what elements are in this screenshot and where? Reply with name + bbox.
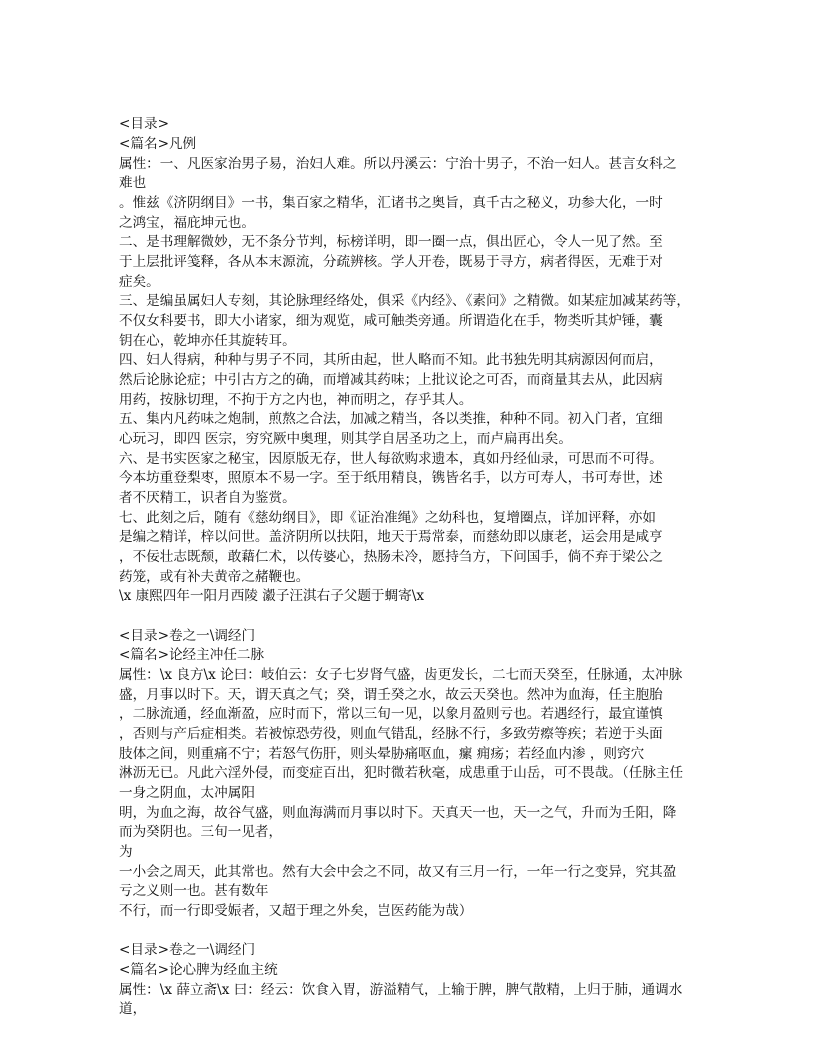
text-line: 难也 bbox=[119, 175, 147, 191]
text-line: 于上层批评笺释，各从本末源流，分疏辨核。学人开卷，既易于寻方，病者得医，无难于对 bbox=[119, 254, 663, 270]
text-line: 一身之阴血，太冲属阳 bbox=[119, 785, 255, 801]
text-line: <篇名>论心脾为经血主统 bbox=[119, 962, 278, 978]
text-line: 明，为血之海，故谷气盛，则血海满而月事以时下。天真天一也，天一之气，升而为壬阳，降 bbox=[119, 805, 677, 821]
text-line: 不行，而一行即受娠者，又超于理之外矣，岂医药能为哉） bbox=[119, 903, 473, 919]
text-line: 心玩习，即四 医宗，穷究厥中奥理，则其学自居圣功之上，而卢扁再出矣。 bbox=[119, 431, 572, 447]
text-line: 症矣。 bbox=[119, 274, 160, 290]
text-line: ，二脉流通，经血渐盈，应时而下，常以三旬一见，以象月盈则亏也。若遇经行，最宜谨慎 bbox=[119, 706, 663, 722]
text-line: 一小会之周天，此其常也。然有大会中会之不同，故又有三月一行，一年一行之变异，究其盈 bbox=[119, 864, 677, 880]
text-line: 六、是书实医家之秘宝，因原版无存，世人每欲购求遗本，真如丹经仙录，可思而不可得。 bbox=[119, 451, 663, 467]
text-line: 亏之义则一也。甚有数年 bbox=[119, 883, 269, 899]
text-line: <目录>卷之一\调经门 bbox=[119, 942, 256, 958]
text-line: 用药，按脉切理，不拘于方之内也，神而明之，存乎其人。 bbox=[119, 392, 473, 408]
text-line: 属性：\x 薛立斋\x 曰：经云：饮食入胃，游溢精气，上输于脾，脾气散精，上归于肺，通调水 bbox=[119, 982, 683, 998]
text-line: 七、此刻之后，随有《慈幼纲目》，即《证治准绳》之幼科也，复增圈点，详加评释，亦如 bbox=[119, 510, 656, 526]
text-line: 肢体之间，则重痛不宁；若怒气伤肝，则头晕胁痛呕血，瘰 痈疡；若经血内渗 ，则窍穴 bbox=[119, 746, 645, 762]
text-line: 属性：一、凡医家治男子易，治妇人难。所以丹溪云：宁治十男子，不治一妇人。甚言女科之 bbox=[119, 156, 677, 172]
text-line: <篇名>凡例 bbox=[119, 136, 197, 152]
text-line: 属性：\x 良方\x 论曰：岐伯云：女子七岁肾气盛，齿更发长，二七而天癸至，任脉通，太冲脉 bbox=[119, 667, 683, 683]
text-line: 者不厌精工，识者自为鉴赏。 bbox=[119, 490, 296, 506]
text-line: 二、是书理解微妙，无不条分节判，标榜详明，即一圈一点，俱出匠心，令人一见了然。至 bbox=[119, 234, 663, 250]
text-line: ，不佞壮志既颓，敢藉仁术，以传婆心，热肠未冷，愿持刍方，下问国手，倘不弃于梁公之 bbox=[119, 549, 663, 565]
text-line: 今本坊重登梨枣，照原本不易一字。至于纸用精良，镌皆名手，以方可寿人，书可寿世，述 bbox=[119, 470, 663, 486]
text-line: 五、集内凡药味之炮制，煎熬之合法，加减之精当，各以类推，种种不同。初入门者，宜细 bbox=[119, 411, 663, 427]
text-line: 之鸿宝，福庇坤元也。 bbox=[119, 215, 255, 231]
text-line: ，否则与产后症相类。若被惊恐劳役，则血气错乱，经脉不行，多致劳瘵等疾；若逆于头面 bbox=[119, 726, 663, 742]
text-line: <目录> bbox=[119, 116, 169, 132]
text-line: 然后论脉论症；中引古方之的确，而增减其药味；上批议论之可否，而商量其去从，此因病 bbox=[119, 372, 663, 388]
text-line: 三、是编虽属妇人专刻，其论脉理经络处，俱采《内经》、《素问》之精微。如某症加减某药等， bbox=[119, 293, 690, 309]
text-line: 四、妇人得病，种种与男子不同，其所由起，世人略而不知。此书独先明其病源因何而启， bbox=[119, 352, 663, 368]
text-line: 道， bbox=[119, 1001, 147, 1017]
text-line: 盛，月事以时下。天，谓天真之气；癸，谓壬癸之水，故云天癸也。然冲为血海，任主胞胎 bbox=[119, 687, 663, 703]
text-line: \x 康熙四年一阳月西陵 瀫子汪淇右子父题于蜩寄\x bbox=[119, 588, 425, 604]
text-line: 而为癸阴也。三旬一见者， bbox=[119, 824, 283, 840]
text-line: 不仅女科要书，即大小诸家，细为观览，咸可触类旁通。所谓造化在手，物类听其炉锤，囊 bbox=[119, 313, 663, 329]
text-line: 。惟兹《济阴纲目》一书，集百家之精华，汇诸书之奥旨，真千古之秘义，功参大化，一时 bbox=[119, 195, 663, 211]
text-line: 淋沥无已。凡此六淫外侵，而变症百出，犯时微若秋毫，成患重于山岳，可不畏哉。（任脉主任 bbox=[119, 765, 684, 781]
text-line: 钥在心，乾坤亦任其旋转耳。 bbox=[119, 333, 296, 349]
text-line: <篇名>论经主冲任二脉 bbox=[119, 647, 265, 663]
text-line: 是编之精详，梓以问世。盖济阴所以扶阳，地天于焉常泰，而慈幼即以康老，运会用是咸亨 bbox=[119, 529, 663, 545]
text-line: 药笼，或有补夫黄帝之赭鞭也。 bbox=[119, 569, 310, 585]
text-line: <目录>卷之一\调经门 bbox=[119, 628, 256, 644]
text-line: 为 bbox=[119, 844, 133, 860]
